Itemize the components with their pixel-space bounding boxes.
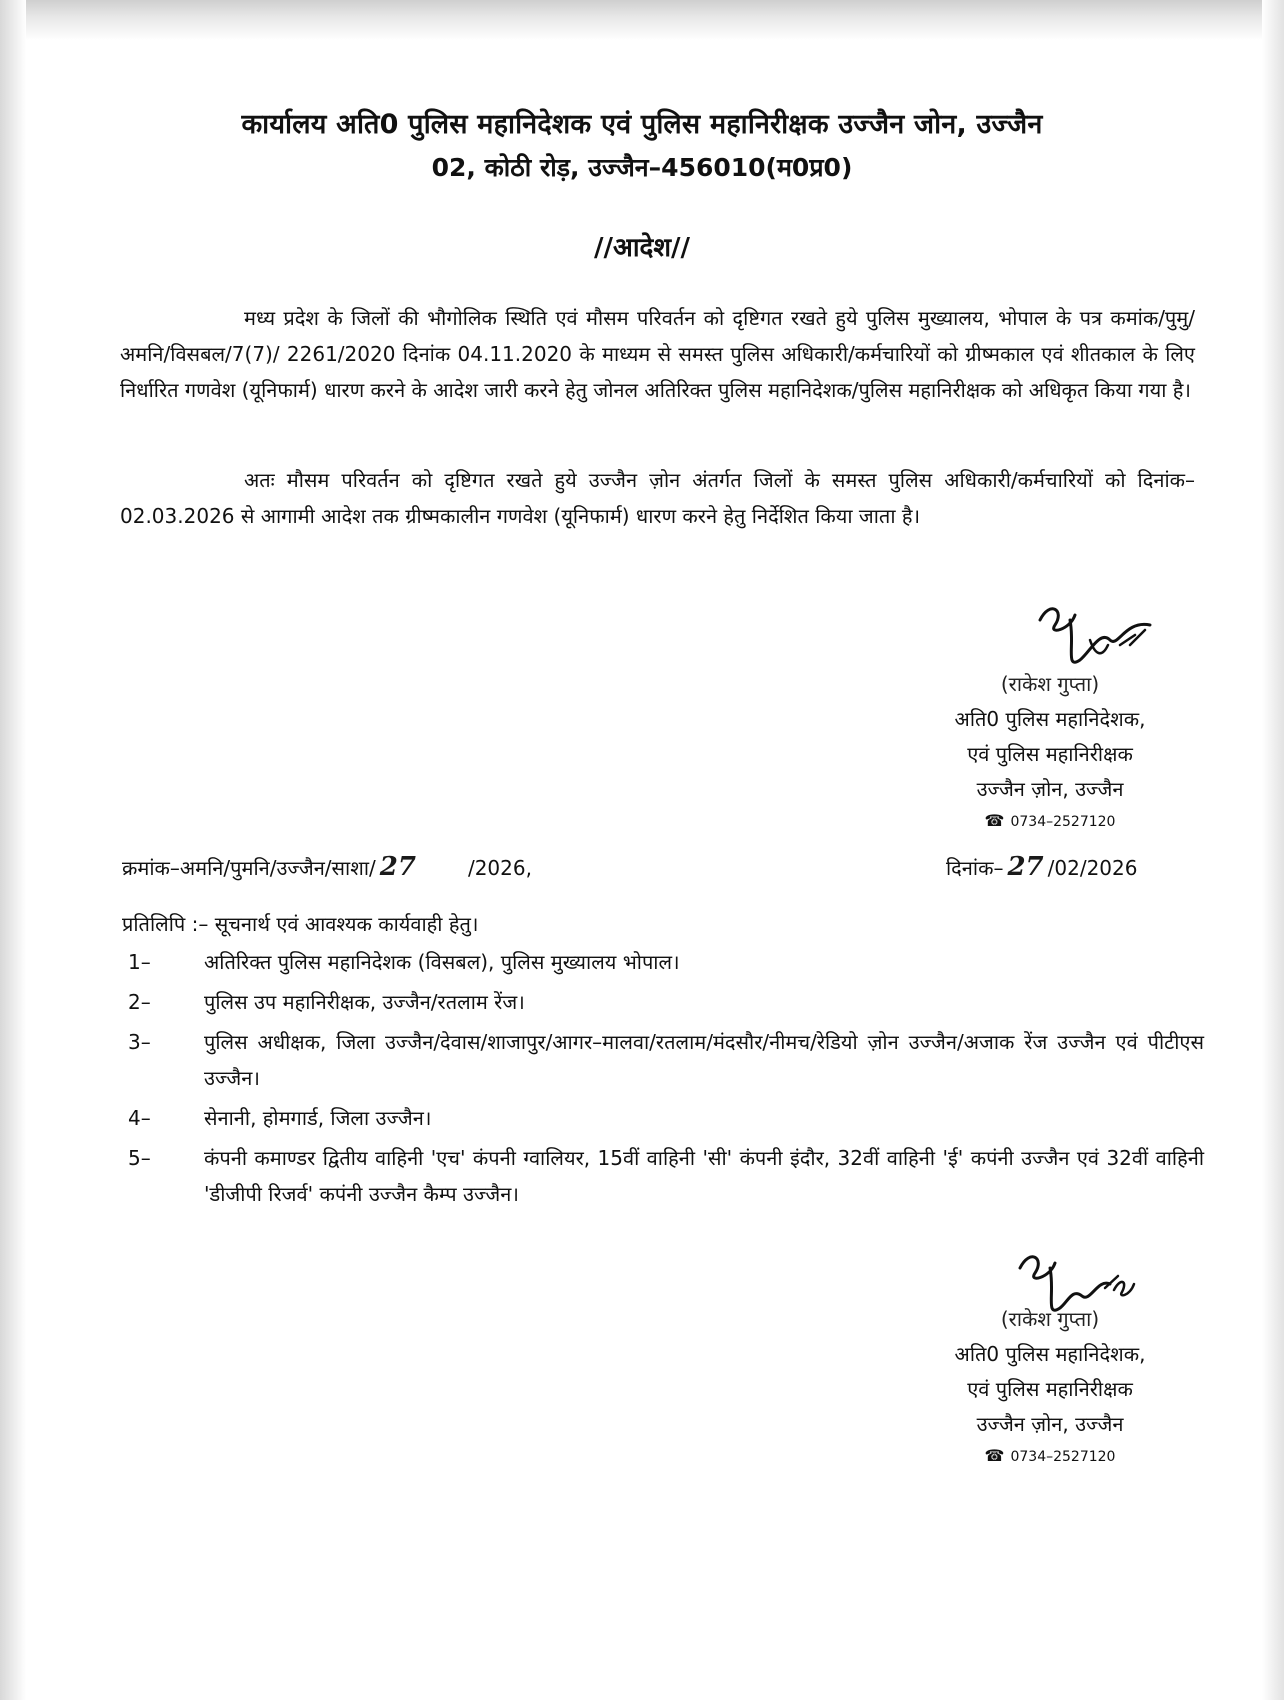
order-number-prefix: क्रमांक–अमनि/पुमनि/उज्जैन/साशा/ [122,856,376,880]
list-item-number: 5– [128,1146,151,1170]
office-address: 02, कोठी रोड़, उज्जैन–456010(म0प्र0) [431,153,853,182]
office-header: कार्यालय अति0 पुलिस महानिदेशक एवं पुलिस महानिरीक्षक उज्जैन जोन, उज्जैन [241,109,1043,140]
list-item-text: अतिरिक्त पुलिस महानिदेशक (विसबल), पुलिस मुख्यालय भोपाल। [204,950,680,974]
order-date-suffix: /02/2026 [1047,856,1138,880]
phone-number: 0734–2527120 [1010,814,1116,830]
phone-line [900,807,1200,836]
list-item-number: 4– [128,1106,151,1130]
order-paragraph-1: मध्य प्रदेश के जिलों की भौगोलिक स्थिति एवं मौसम परिवर्तन को दृष्टिगत रखते हुये पुलिस मुख्यालय, भोपाल के पत्र कमांक/पुमु/अमनि/विसबल/7(7)/ 2261/2020 दिनांक 04.11.2020 के माध्यम से समस्त पुलिस अधिकारी/कर्मचारियों को ग्रीष्मकाल एवं शीतकाल के लिए निर्धारित गणवेश (यूनिफार्म) धारण करने के आदेश जारी करने हेतु जोनल अतिरिक्त पुलिस महानिदेशक/पुलिस महानिरीक्षक को अधिकृत किया गया है। [120,306,1195,402]
telephone-icon: ☎ [984,1446,1005,1465]
signatory-zone: उज्जैन ज़ोन, उज्जैन [976,777,1124,801]
handwritten-day: 27 [1007,852,1044,882]
order-date [946,852,1137,882]
list-item-text: सेनानी, होमगार्ड, जिला उज्जैन। [204,1106,432,1130]
signatory-name: (राकेश गुप्ता) [1000,1307,1100,1331]
signatory-name: (राकेश गुप्ता) [1000,672,1100,696]
signatory-title: एवं पुलिस महानिरीक्षक [967,1377,1133,1401]
order-number [122,852,532,882]
list-item-number: 1– [128,950,151,974]
signature-block-1 [900,667,1200,836]
signatory-title: अति0 पुलिस महानिदेशक, [954,1342,1146,1366]
list-item-text: पुलिस अधीक्षक, जिला उज्जैन/देवास/शाजापुर/आगर–मालवा/रतलाम/मंदसौर/नीमच/रेडियो ज़ोन उज्जैन/अजाक रेंज उज्जैन एवं पीटीएस उज्जैन। [204,1030,1204,1090]
order-title: //आदेश// [593,233,691,263]
signature-block-2 [900,1302,1200,1471]
signatory-zone: उज्जैन ज़ोन, उज्जैन [976,1412,1124,1436]
phone-line [900,1442,1200,1471]
list-item-number: 3– [128,1030,151,1054]
list-item-text: कंपनी कमाण्डर द्वितीय वाहिनी 'एच' कंपनी ग्वालियर, 15वीं वाहिनी 'सी' कंपनी इंदौर, 32वीं वाहिनी 'ई' कपंनी उज्जैन एवं 32वीं वाहिनी 'डीजीपी रिजर्व' कपंनी उज्जैन कैम्प उज्जैन। [204,1146,1204,1206]
handwritten-number: 27 [379,852,416,882]
copy-to-heading: प्रतिलिपि :– सूचनार्थ एवं आवश्यक कार्यवाही हेतु। [122,912,479,936]
phone-number: 0734–2527120 [1010,1449,1116,1465]
telephone-icon: ☎ [984,811,1005,830]
order-date-prefix: दिनांक– [946,856,1004,880]
order-paragraph-2: अतः मौसम परिवर्तन को दृष्टिगत रखते हुये उज्जैन ज़ोन अंतर्गत जिलों के समस्त पुलिस अधिकारी/कर्मचारियों को दिनांक–02.03.2026 से आगामी आदेश तक ग्रीष्मकालीन गणवेश (यूनिफार्म) धारण करने हेतु निर्देशित किया जाता है। [120,468,1195,528]
list-item-text: पुलिस उप महानिरीक्षक, उज्जैन/रतलाम रेंज। [204,990,525,1014]
signatory-title: अति0 पुलिस महानिदेशक, [954,707,1146,731]
signatory-title: एवं पुलिस महानिरीक्षक [967,742,1133,766]
order-number-suffix: /2026, [467,856,532,880]
list-item-number: 2– [128,990,151,1014]
